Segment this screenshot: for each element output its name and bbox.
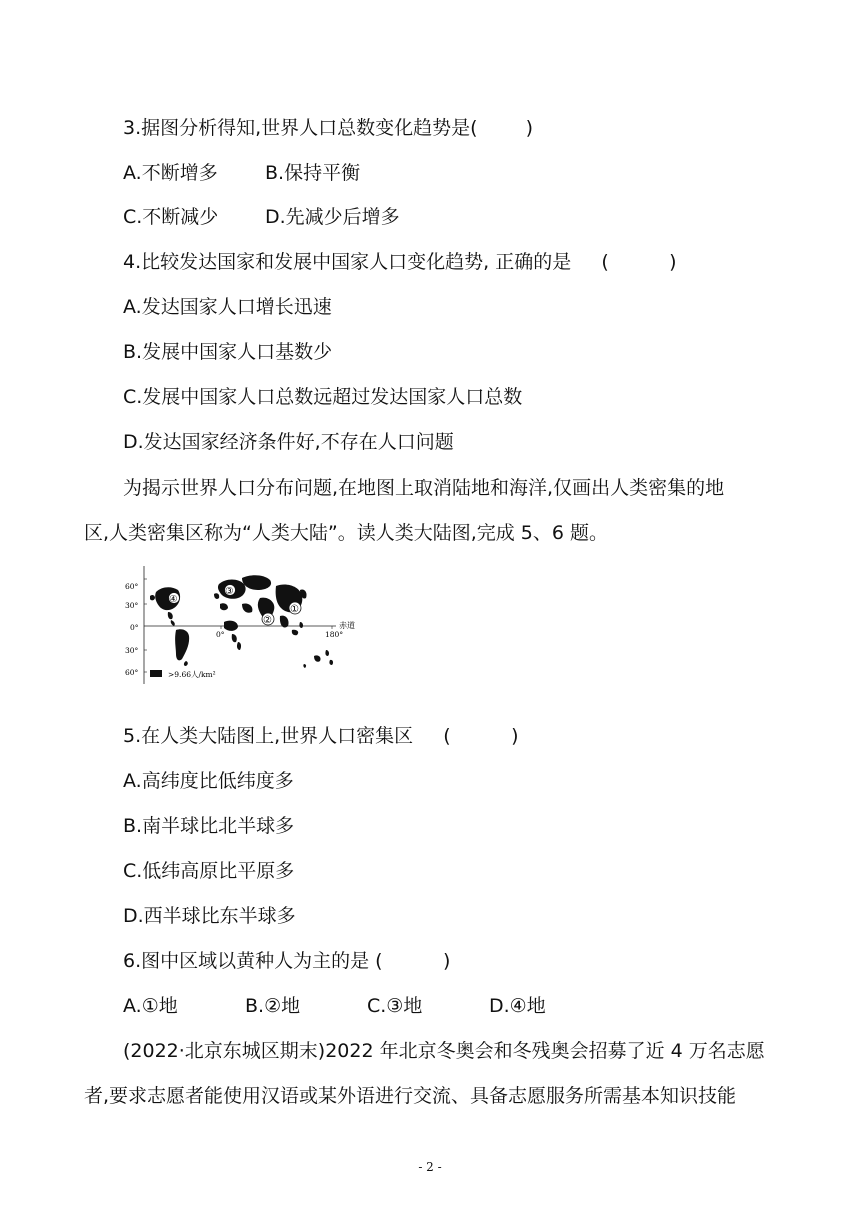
- marker-2: ②: [263, 615, 272, 626]
- question-5-answer-paren: ( ): [443, 725, 519, 747]
- lat-label-30n: 30°: [125, 601, 139, 610]
- question-6-options: [123, 994, 611, 1018]
- question-4-option-c: C.发展中国家人口总数远超过发达国家人口总数: [123, 386, 523, 408]
- question-5-option-b: B.南半球比北半球多: [123, 815, 295, 837]
- question-6-option-a: A.①地: [123, 995, 178, 1017]
- legend-label: >9.66人/km²: [168, 670, 216, 679]
- marker-3: ③: [225, 586, 234, 597]
- lon-label-0: 0°: [216, 630, 225, 639]
- question-4-option-b: B.发展中国家人口基数少: [123, 341, 333, 363]
- question-3-option-a: A.不断增多: [123, 162, 218, 184]
- question-5-stem: [123, 724, 519, 748]
- lat-label-30s: 30°: [125, 646, 139, 655]
- question-5-option-a: A.高纬度比低纬度多: [123, 770, 294, 792]
- population-dense-areas: [150, 575, 333, 668]
- lat-label-60n: 60°: [125, 582, 139, 591]
- marker-1: ①: [290, 604, 299, 615]
- equator-label: 赤道: [339, 621, 355, 630]
- passage-line-1: (2022·北京东城区期末)2022 年北京冬奥会和冬残奥会招募了近 4 万名志愿: [123, 1040, 765, 1062]
- question-4-option-a: A.发达国家人口增长迅速: [123, 296, 332, 318]
- page-number: - 2 -: [418, 1160, 442, 1174]
- intro-paragraph-line-2: 区,人类密集区称为“人类大陆”。读人类大陆图,完成 5、6 题。: [84, 522, 609, 544]
- legend-swatch: [150, 670, 162, 677]
- question-4-answer-paren: ( ): [601, 251, 677, 273]
- question-3-text: 3.据图分析得知,世界人口总数变化趋势是(: [123, 117, 478, 139]
- marker-4: ④: [169, 594, 178, 605]
- question-6-option-d: D.④地: [489, 995, 546, 1017]
- question-3-options-row-1: [123, 161, 360, 185]
- question-6-option-b: B.②地: [245, 995, 301, 1017]
- intro-paragraph-line-1: 为揭示世界人口分布问题,在地图上取消陆地和海洋,仅画出人类密集的地: [123, 477, 725, 499]
- question-4-option-d: D.发达国家经济条件好,不存在人口问题: [123, 431, 454, 453]
- question-4-text: 4.比较发达国家和发展中国家人口变化趋势, 正确的是: [123, 251, 572, 273]
- question-3-options-row-2: [123, 205, 400, 229]
- question-5-option-d: D.西半球比东半球多: [123, 905, 296, 927]
- question-3-option-c: C.不断减少: [123, 206, 219, 228]
- question-3-stem: [123, 116, 533, 140]
- question-5-text: 5.在人类大陆图上,世界人口密集区: [123, 725, 414, 747]
- passage-line-2: 者,要求志愿者能使用汉语或某外语进行交流、具备志愿服务所需基本知识技能: [84, 1085, 737, 1107]
- lat-label-0: 0°: [130, 623, 139, 632]
- lon-label-180: 180°: [325, 630, 344, 639]
- question-3-option-b: B.保持平衡: [265, 162, 361, 184]
- question-3-option-d: D.先减少后增多: [265, 206, 400, 228]
- question-3-paren-close: ): [525, 117, 534, 139]
- question-5-option-c: C.低纬高原比平原多: [123, 860, 295, 882]
- question-4-stem: [123, 250, 677, 274]
- lat-label-60s: 60°: [125, 668, 139, 677]
- question-6-stem: 6.图中区域以黄种人为主的是 ( ): [123, 950, 451, 972]
- human-continent-map: [124, 564, 364, 694]
- question-6-option-c: C.③地: [367, 995, 423, 1017]
